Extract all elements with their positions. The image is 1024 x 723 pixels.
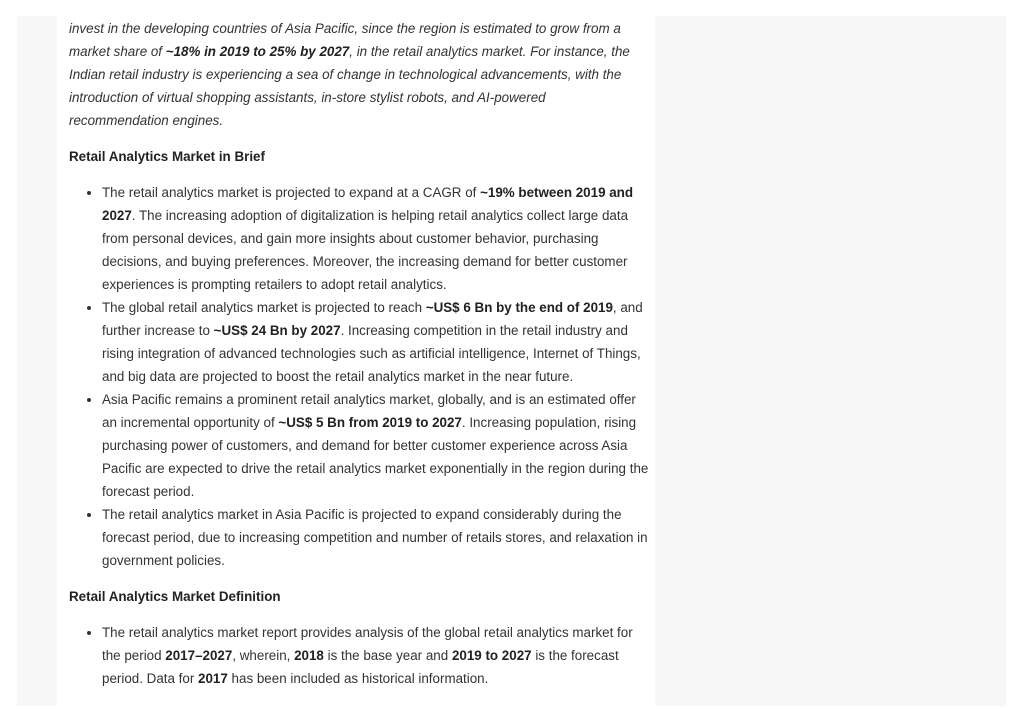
brief-item-cagr <box>102 181 649 296</box>
article-body <box>69 17 649 690</box>
definition-base-year: 2018 <box>294 648 324 663</box>
section-heading-brief: Retail Analytics Market in Brief <box>69 149 265 164</box>
sidebar-panel <box>655 16 1006 706</box>
definition-text-2: , wherein, <box>232 648 295 663</box>
brief-item-2-text-1: The global retail analytics market is projected to reach <box>102 300 426 315</box>
intro-text-1: invest in the developing countries of Asia Pacific, since the region is estimated to grow from a market share of <box>69 21 621 59</box>
brief-item-2-highlight-1: ~US$ 6 Bn by the end of 2019 <box>425 300 613 315</box>
brief-item-1-highlight: ~19% between 2019 and 2027 <box>102 185 634 223</box>
definition-text-5: has been included as historical information. <box>227 671 489 686</box>
section-heading-definition: Retail Analytics Market Definition <box>69 589 281 604</box>
definition-text-3: is the base year and <box>323 648 452 663</box>
definition-period: 2017–2027 <box>165 648 233 663</box>
brief-item-2-text-2: , and further increase to <box>102 300 643 338</box>
brief-item-3-highlight: ~US$ 5 Bn from 2019 to 2027 <box>278 415 462 430</box>
brief-item-2-highlight-2: ~US$ 24 Bn by 2027 <box>213 323 341 338</box>
brief-item-3-text-1: Asia Pacific remains a prominent retail analytics market, globally, and is an estimated offer an incremental opportunity of <box>102 392 636 430</box>
intro-highlight: ~18% in 2019 to 25% by 2027 <box>165 44 350 59</box>
brief-list <box>69 181 649 572</box>
brief-item-3-text-2: . Increasing population, rising purchasing power of customers, and demand for better customer experience across Asia Pacific are expected to drive the retail analytics market exponentially in the region during the forecast period. <box>102 415 649 499</box>
brief-item-1-text-1: The retail analytics market is projected to expand at a CAGR of <box>102 185 481 200</box>
intro-paragraph <box>69 17 649 132</box>
brief-item-market-size <box>102 296 649 388</box>
definition-historical-year: 2017 <box>198 671 228 686</box>
definition-item <box>102 621 649 690</box>
definition-list <box>69 621 649 690</box>
brief-item-asia-growth <box>102 503 649 572</box>
brief-item-asia-pacific <box>102 388 649 503</box>
definition-forecast-period: 2019 to 2027 <box>451 648 532 663</box>
article-content <box>57 16 655 706</box>
brief-item-2-text-3: . Increasing competition in the retail industry and rising integration of advanced technologies such as artificial intelligence, Internet of Things, and big data are projected to boost the retail analytics market in the near future. <box>102 323 641 384</box>
brief-item-4-text-1: The retail analytics market in Asia Pacific is projected to expand considerably during the forecast period, due to increasing competition and number of retails stores, and relaxation in government policies. <box>102 507 648 568</box>
definition-text-4: is the forecast period. Data for <box>102 648 619 686</box>
intro-text-2: , in the retail analytics market. For instance, the Indian retail industry is experiencing a sea of change in technological advancements, with the introduction of virtual shopping assistants, in-store stylist robots, and AI-powered recommendation engines. <box>69 44 630 128</box>
brief-item-1-text-2: . The increasing adoption of digitalization is helping retail analytics collect large data from personal devices, and gain more insights about customer behavior, purchasing decisions, and buying preferences. Moreover, the increasing demand for better customer experiences is prompting retailers to adopt retail analytics. <box>102 208 629 292</box>
definition-text-1: The retail analytics market report provides analysis of the global retail analytics market for the period <box>102 625 633 663</box>
